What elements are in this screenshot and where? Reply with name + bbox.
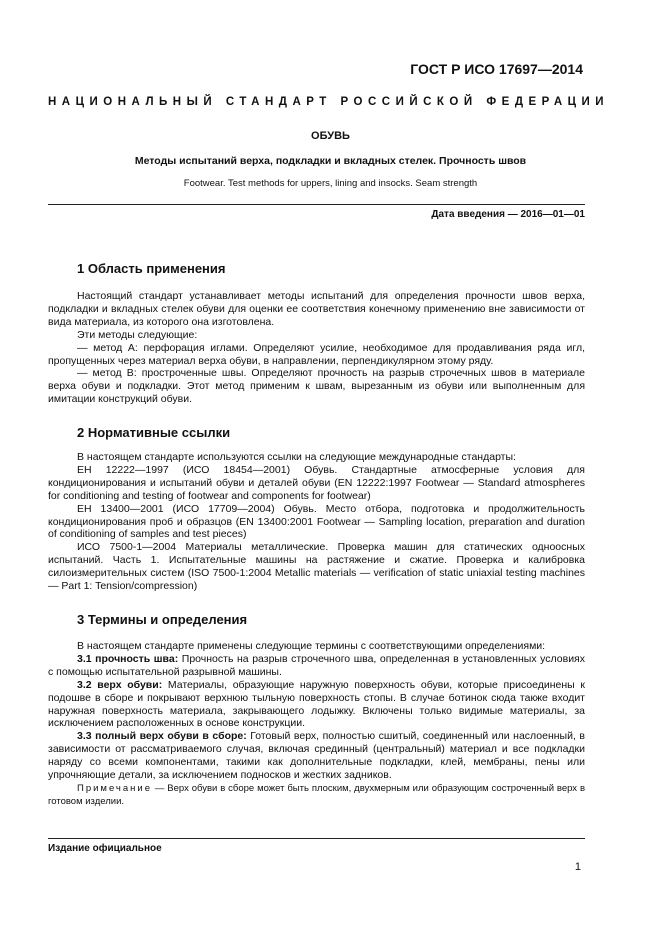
note-label: Примечание — [77, 783, 152, 794]
official-edition-label: Издание официальное — [48, 843, 162, 854]
header-divider — [48, 204, 585, 205]
term-definition — [48, 679, 585, 731]
section-3-body — [48, 640, 585, 782]
definition: Готовый верх, полностью сшитый, соединенный или наслоенный, в зависимости от рассматриваемого случая, включая срединный (центральный) материал и все подкладки наряду со всеми компонентами, такими как дополнительные подкладки, клей, мембраны, пены или упрочняющие детали, за исключением подносков и жестких задников. — [48, 730, 585, 782]
paragraph: В настоящем стандарте применены следующие термины с соответствующими определениями: — [77, 640, 546, 652]
document-title: ОБУВЬ — [311, 130, 350, 142]
term-definition — [48, 653, 585, 679]
reference-item: ИСО 7500-1—2004 Материалы металлические. Проверка машин для статических одноосных испытаний. Часть 1. Испытательные машины на растяжение и сжатие. Проверка и калибровка силоизмерительных систем (ISO 7500-1:2004 Metallic materials — verification of static uniaxial testing machines — Part 1: Tension/compression) — [48, 541, 585, 593]
note-text: — Верх обуви в сборе может быть плоским, двухмерным или образующим состроченный верх в готовом изделии. — [48, 783, 585, 807]
definition: Прочность на разрыв строчечного шва, определенная в установленных условиях с помощью испытательной разрывной машины. — [48, 652, 585, 678]
section-2-body — [48, 451, 585, 593]
paragraph: — метод А: перфорация иглами. Определяют усилие, необходимое для продавливания ряда игл, пропущенных через материал верха обуви, в направлении, перпендикулярном этому ряду. — [48, 341, 585, 367]
section-3-heading: 3 Термины и определения — [77, 612, 248, 627]
section-2-heading: 2 Нормативные ссылки — [77, 425, 231, 440]
paragraph: Настоящий стандарт устанавливает методы испытаний для определения прочности швов верха, подкладки и вкладных стелек обуви для оценки ее соответствия конечному применению вне зависимости от вида материала, из которого она изготовлена. — [48, 290, 585, 328]
reference-item: ЕН 12222—1997 (ИСО 18454—2001) Обувь. Стандартные атмосферные условия для кондиционирования и испытаний обуви и деталей обуви (EN 12222:1997 Footwear — Standard atmospheres for conditioning and testing of footwear and components for footwear) — [48, 463, 585, 502]
document-subtitle: Методы испытаний верха, подкладки и вкладных стелек. Прочность швов — [134, 155, 527, 167]
term: 3.3 полный верх обуви в сборе: — [77, 730, 247, 743]
section-1-body — [48, 290, 585, 406]
term: 3.2 верх обуви: — [77, 678, 163, 691]
document-title-english: Footwear. Test methods for uppers, lining and insocks. Seam strength — [183, 178, 478, 189]
paragraph: — метод В: простроченные швы. Определяют прочность на разрыв строчечных швов в материале верха обуви и подкладки. Этот метод применим к швам, вырезанным из обуви или выполненным для имитации конструкций обуви. — [48, 367, 585, 406]
page-number: 1 — [574, 861, 581, 873]
footer-divider — [48, 838, 585, 839]
standard-code: ГОСТ Р ИСО 17697—2014 — [410, 61, 583, 77]
national-standard-banner: НАЦИОНАЛЬНЫЙ СТАНДАРТ РОССИЙСКОЙ ФЕДЕРАЦИИ — [48, 96, 610, 108]
reference-item: ЕН 13400—2001 (ИСО 17709—2004) Обувь. Место отбора, подготовка и продолжительность кондиционирования проб и образцов (EN 13400:2001 Footwear — Sampling location, preparation and duration of conditioning of samples and test pieces) — [48, 502, 585, 541]
introduction-date: Дата введения — 2016—01—01 — [431, 209, 585, 220]
definition: Материалы, образующие наружную поверхность обуви, которые присоединены к подошве в сборе и покрывают верхнюю тыльную поверхность стопы. В случае ботинок сюда также входит наружная поверхность материала, закрывающего лодыжку. Включены только видимые материалы, за исключением расположенных в основе конструкции. — [48, 678, 585, 730]
term: 3.1 прочность шва: — [77, 652, 179, 665]
note — [48, 783, 585, 808]
term-definition — [48, 730, 585, 782]
section-1-heading: 1 Область применения — [77, 261, 226, 276]
paragraph: Эти методы следующие: — [77, 328, 198, 341]
paragraph: В настоящем стандарте используются ссылки на следующие международные стандарты: — [77, 451, 516, 463]
